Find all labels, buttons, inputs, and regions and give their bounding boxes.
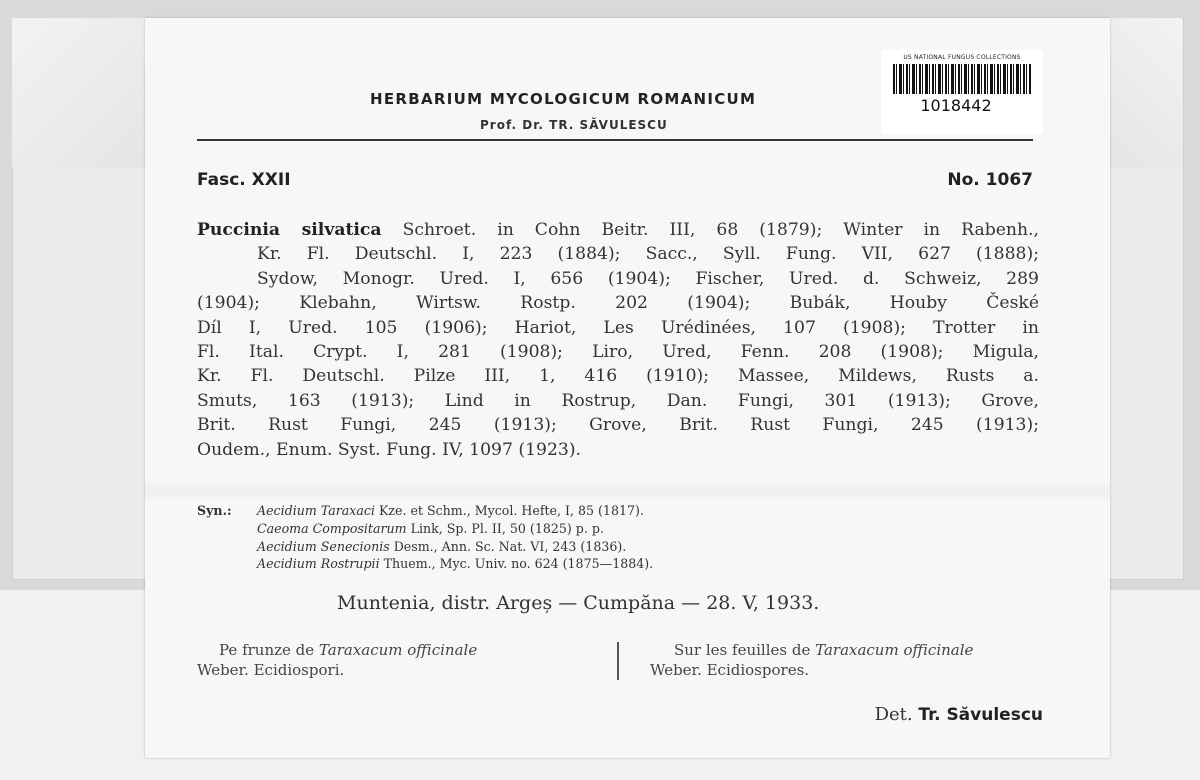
host-french: Sur les feuilles de Taraxacum officinale Weber. Ecidiospores.: [650, 641, 974, 679]
barcode-icon: [893, 64, 1031, 94]
citation-line: Sydow, Monogr. Ured. I, 656 (1904); Fischer, Ured. d. Schweiz, 289: [257, 268, 1039, 289]
language-divider: [617, 642, 619, 680]
citation-line: Oudem., Enum. Syst. Fung. IV, 1097 (1923).: [197, 439, 582, 460]
determiner-name: Tr. Săvulescu: [918, 705, 1043, 725]
host-romanian: Pe frunze de Taraxacum officinale Weber. Ecidiospori.: [197, 641, 478, 679]
synonym-item: Caeoma Compositarum Link, Sp. Pl. II, 50 (1825) p. p.: [257, 520, 604, 536]
specimen-label: [145, 18, 1110, 758]
synonym-item: Aecidium Taraxaci Kze. et Schm., Mycol. Hefte, I, 85 (1817).: [257, 503, 644, 518]
determiner: Det. Tr. Săvulescu: [874, 704, 1043, 725]
species-citation: [197, 218, 1039, 462]
envelope-flap-right: [1102, 18, 1182, 168]
citation-line: (1904); Klebahn, Wirtsw. Rostp. 202 (1904); Bubák, Houby České: [197, 293, 1039, 314]
citation-line: Díl I, Ured. 105 (1906); Hariot, Les Urédinées, 107 (1908); Trotter in: [197, 317, 1039, 338]
species-name: Puccinia silvatica: [197, 220, 382, 240]
herbarium-director: Prof. Dr. TR. SĂVULESCU: [480, 118, 668, 132]
synonym-item: Aecidium Senecionis Desm., Ann. Sc. Nat. VI, 243 (1836).: [257, 538, 627, 554]
barcode-number: 1018442: [920, 96, 992, 115]
synonym-list: [257, 502, 653, 573]
citation-line-1: Puccinia silvatica Schroet. in Cohn Beitr. III, 68 (1879); Winter in Rabenh.,: [197, 220, 1039, 240]
synonym-item: Aecidium Rostrupii Thuem., Myc. Univ. no. 624 (1875—1884).: [257, 556, 654, 572]
host-plant-name: Taraxacum officinale: [815, 641, 974, 659]
citation-line: Brit. Rust Fungi, 245 (1913); Grove, Brit. Rust Fungi, 245 (1913);: [197, 415, 1039, 436]
host-plant-name: Taraxacum officinale: [318, 641, 478, 659]
citation-line: Kr. Fl. Deutschl. Pilze III, 1, 416 (1910); Massee, Mildews, Rusts a.: [197, 366, 1039, 387]
collection-locality: Muntenia, distr. Argeș — Cumpăna — 28. V, 1933.: [337, 592, 820, 614]
fascicle-number: Fasc. XXII: [197, 170, 291, 190]
exsiccata-number: No. 1067: [947, 170, 1033, 190]
barcode-caption: US NATIONAL FUNGUS COLLECTIONS: [903, 54, 1021, 61]
synonyms-label: Syn.:: [197, 503, 232, 518]
citation-line: Kr. Fl. Deutschl. I, 223 (1884); Sacc., Syll. Fung. VII, 627 (1888);: [257, 244, 1039, 265]
citation-line: Fl. Ital. Crypt. I, 281 (1908); Liro, Ured, Fenn. 208 (1908); Migula,: [197, 342, 1039, 363]
envelope-flap-left: [12, 18, 152, 168]
barcode-label: [881, 50, 1043, 134]
citation-line: Smuts, 163 (1913); Lind in Rostrup, Dan. Fungi, 301 (1913); Grove,: [197, 390, 1039, 411]
herbarium-title: HERBARIUM MYCOLOGICUM ROMANICUM: [370, 90, 757, 108]
label-fold: [145, 480, 1110, 502]
header-rule: [197, 139, 1033, 141]
